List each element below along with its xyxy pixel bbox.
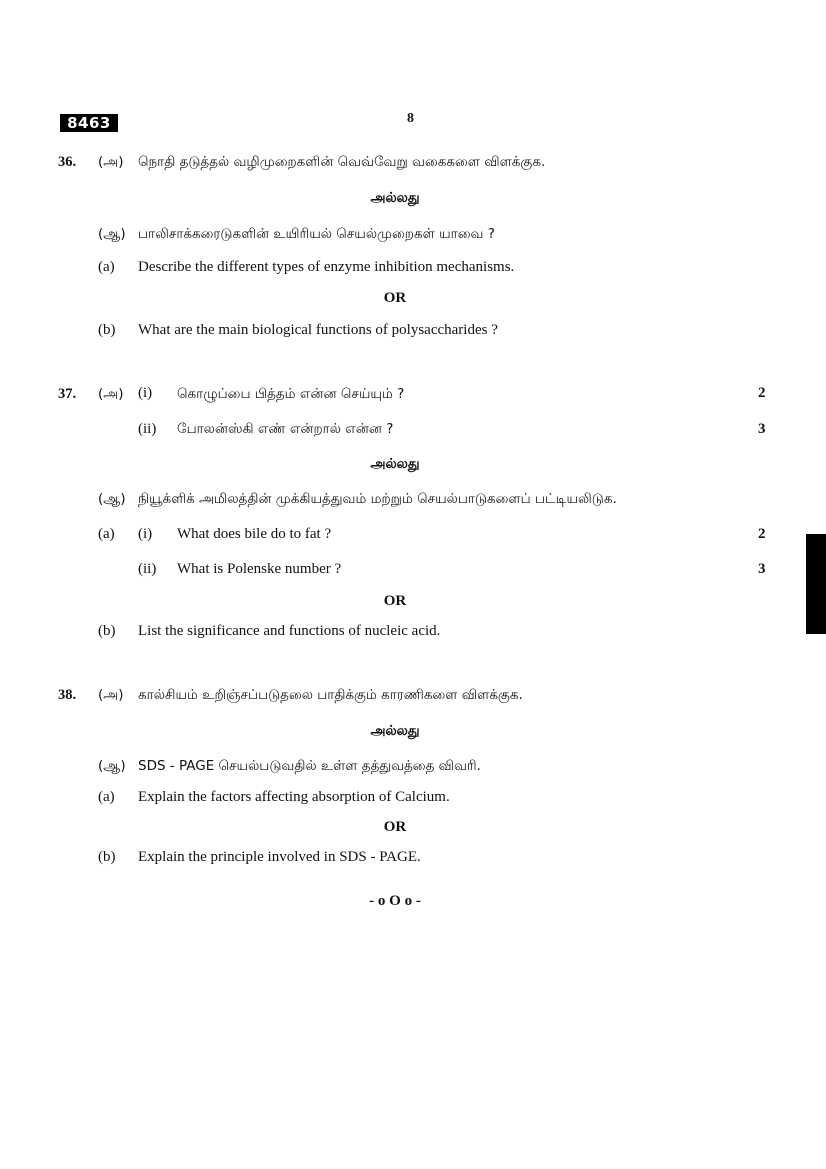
q37-en-ii-marks: 3 — [758, 561, 766, 577]
q36-a-label-en: (a) — [98, 259, 115, 275]
q38-b-text-en: Explain the principle involved in SDS - PAGE. — [138, 849, 421, 865]
q37-b-label-en: (b) — [98, 623, 116, 639]
q37-i-text-ta: கொழுப்பை பித்தம் என்ன செய்யும் ? — [177, 386, 405, 402]
q36-or-ta: அல்லது — [370, 190, 420, 206]
q38-b-text-ta: SDS - PAGE செயல்படுவதில் உள்ள தத்துவத்தை விவரி. — [138, 758, 481, 774]
q38-a-label-en: (a) — [98, 789, 115, 805]
q37-en-i-marks: 2 — [758, 526, 766, 542]
q38-a-label-ta: (அ) — [98, 687, 124, 703]
q37-ta-ii-label: (ii) — [138, 421, 157, 437]
q37-ii-text-en: What is Polenske number ? — [177, 561, 342, 577]
page-number: 8 — [407, 111, 414, 126]
paper-code-badge: 8463 — [60, 114, 118, 132]
question-number-38: 38. — [58, 687, 77, 703]
q37-en-i-label: (i) — [138, 526, 153, 542]
q37-b-text-en: List the significance and functions of nucleic acid. — [138, 623, 441, 639]
q38-a-text-en: Explain the factors affecting absorption of Calcium. — [138, 789, 450, 805]
question-number-37: 37. — [58, 386, 77, 402]
q37-ta-i-marks: 2 — [758, 385, 766, 401]
q38-b-label-en: (b) — [98, 849, 116, 865]
page-edge-tab — [806, 534, 826, 634]
q37-ta-i-label: (i) — [138, 385, 153, 401]
q37-or-en: OR — [383, 593, 407, 609]
q38-a-text-ta: கால்சியம் உறிஞ்சப்படுதலை பாதிக்கும் காரணிகளை விளக்குக. — [138, 687, 523, 703]
end-of-paper-mark: - o O o - — [369, 893, 421, 909]
q38-or-ta: அல்லது — [370, 723, 420, 739]
question-number-36: 36. — [58, 154, 77, 170]
q37-i-text-en: What does bile do to fat ? — [177, 526, 332, 542]
q37-b-text-ta: நியூக்ளிக் அமிலத்தின் முக்கியத்துவம் மற்றும் செயல்பாடுகளைப் பட்டியலிடுக. — [138, 491, 617, 507]
q36-a-text-en: Describe the different types of enzyme inhibition mechanisms. — [138, 259, 515, 275]
q36-b-text-ta: பாலிசாக்கரைடுகளின் உயிரியல் செயல்முறைகள் யாவை ? — [138, 226, 495, 242]
q36-b-label-en: (b) — [98, 322, 116, 338]
q36-a-label-ta: (அ) — [98, 154, 124, 170]
q36-or-en: OR — [383, 290, 407, 306]
q37-a-label-ta: (அ) — [98, 386, 124, 402]
q37-or-ta: அல்லது — [370, 456, 420, 472]
q38-b-label-ta: (ஆ) — [98, 758, 126, 774]
q36-a-text-ta: நொதி தடுத்தல் வழிமுறைகளின் வெவ்வேறு வகைகளை விளக்குக. — [138, 154, 546, 170]
q37-a-label-en: (a) — [98, 526, 115, 542]
q37-ii-text-ta: போலன்ஸ்கி எண் என்றால் என்ன ? — [177, 421, 394, 437]
q37-en-ii-label: (ii) — [138, 561, 157, 577]
q37-b-label-ta: (ஆ) — [98, 491, 126, 507]
q37-ta-ii-marks: 3 — [758, 421, 766, 437]
q36-b-text-en: What are the main biological functions of polysaccharides ? — [138, 322, 498, 338]
q38-or-en: OR — [383, 819, 407, 835]
q36-b-label-ta: (ஆ) — [98, 226, 126, 242]
